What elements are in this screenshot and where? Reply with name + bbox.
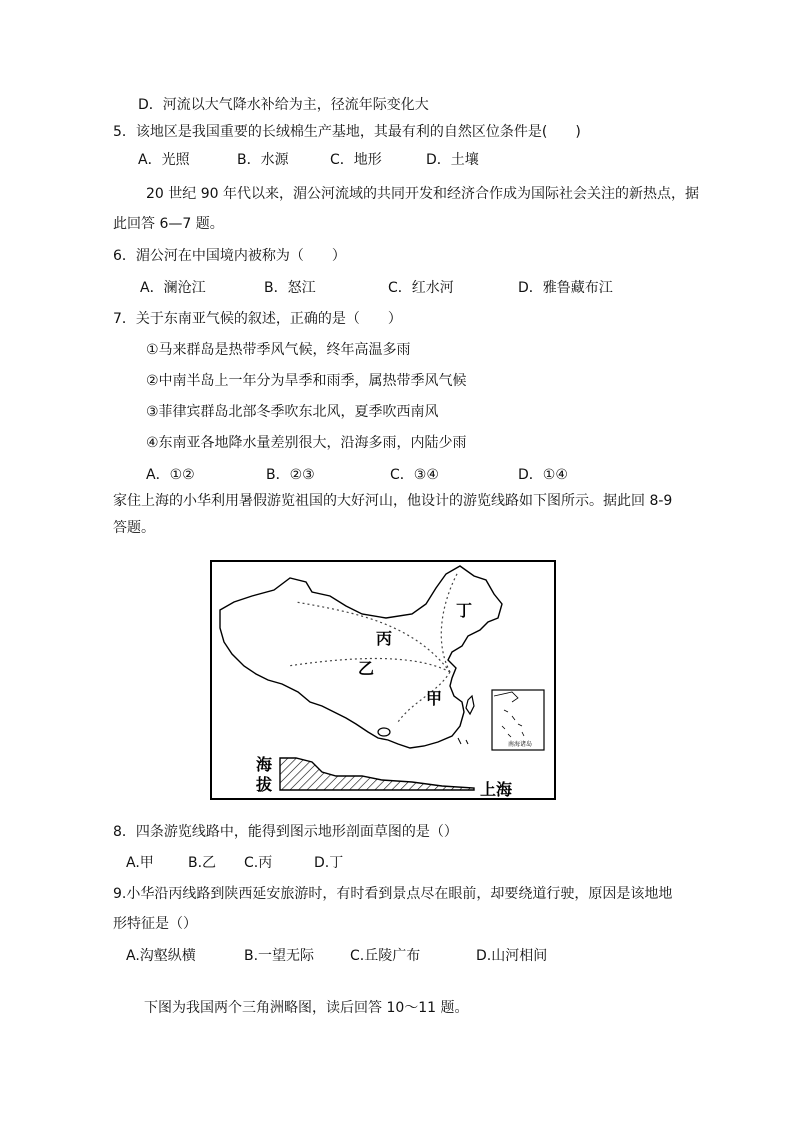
route-jia-label: 甲 bbox=[426, 689, 443, 708]
q7-option-a: A．①② bbox=[146, 467, 195, 483]
route-map-figure bbox=[210, 560, 556, 800]
terrain-profile bbox=[280, 758, 474, 790]
island-mark-2 bbox=[466, 740, 468, 744]
question-9-line-2: 形特征是（） bbox=[113, 916, 197, 932]
route-ding-label: 丁 bbox=[456, 601, 473, 620]
question-7: 7．关于东南亚气候的叙述，正确的是（ ） bbox=[113, 311, 402, 327]
route-jia-line bbox=[398, 672, 450, 722]
intro-8-9-line-1: 家住上海的小华利用暑假游览祖国的大好河山，他设计的游览线路如下图所示。据此回 8-9 bbox=[113, 493, 673, 509]
q5-option-d: D．土壤 bbox=[426, 152, 479, 168]
china-outline bbox=[220, 566, 502, 748]
china-route-map bbox=[212, 562, 554, 798]
q9-option-b: B.一望无际 bbox=[244, 948, 315, 964]
intro-6-7-line-1: 20 世纪 90 年代以来，湄公河流域的共同开发和经济合作成为国际社会关注的新热点，据 bbox=[146, 186, 699, 202]
q5-option-b: B．水源 bbox=[237, 152, 289, 168]
question-5: 5．该地区是我国重要的长绒棉生产基地，其最有利的自然区位条件是( ) bbox=[113, 124, 581, 140]
hainan-island bbox=[378, 728, 390, 736]
elevation-label-bottom: 拔 bbox=[256, 775, 273, 794]
shanghai-label: 上海 bbox=[480, 780, 513, 798]
q8-option-d: D.丁 bbox=[314, 855, 344, 871]
intro-10-11: 下图为我国两个三角洲略图，读后回答 10～11 题。 bbox=[144, 1000, 469, 1016]
question-8: 8．四条游览线路中，能得到图示地形剖面草图的是（） bbox=[113, 824, 458, 840]
route-yi-label: 乙 bbox=[358, 659, 375, 678]
q4-option-d: D．河流以大气降水补给为主，径流年际变化大 bbox=[138, 97, 429, 113]
q6-option-c: C．红水河 bbox=[388, 280, 454, 296]
elevation-label-top: 海 bbox=[256, 755, 273, 774]
route-bing-label: 丙 bbox=[376, 629, 393, 648]
q7-option-b: B．②③ bbox=[266, 467, 315, 483]
q6-option-d: D．雅鲁藏布江 bbox=[518, 280, 613, 296]
intro-6-7-line-2: 此回答 6—7 题。 bbox=[113, 216, 224, 232]
q5-option-c: C．地形 bbox=[330, 152, 382, 168]
q6-option-b: B．怒江 bbox=[264, 280, 316, 296]
q9-option-d: D.山河相间 bbox=[476, 948, 548, 964]
q9-option-a: A.沟壑纵横 bbox=[126, 948, 196, 964]
q7-statement-2: ②中南半岛上一年分为旱季和雨季，属热带季风气候 bbox=[146, 373, 467, 389]
q7-option-c: C．③④ bbox=[390, 467, 439, 483]
inset-label: 南海诸岛 bbox=[508, 741, 533, 748]
question-9-line-1: 9.小华沿丙线路到陕西延安旅游时，有时看到景点尽在眼前，却要绕道行驶，原因是该地地 bbox=[113, 886, 673, 902]
q8-option-b: B.乙 bbox=[188, 855, 217, 871]
q7-option-d: D．①④ bbox=[518, 467, 568, 483]
q5-option-a: A．光照 bbox=[138, 152, 190, 168]
q8-option-a: A.甲 bbox=[126, 855, 154, 871]
island-mark-1 bbox=[458, 738, 461, 744]
q8-option-c: C.丙 bbox=[244, 855, 273, 871]
taiwan-island bbox=[466, 696, 474, 714]
q7-statement-4: ④东南亚各地降水量差别很大，沿海多雨，内陆少雨 bbox=[146, 435, 467, 451]
q9-option-c: C.丘陵广布 bbox=[350, 948, 421, 964]
q6-option-a: A．澜沧江 bbox=[140, 280, 206, 296]
question-6: 6．湄公河在中国境内被称为（ ） bbox=[113, 248, 346, 264]
q7-statement-3: ③菲律宾群岛北部冬季吹东北风，夏季吹西南风 bbox=[146, 404, 439, 420]
q7-statement-1: ①马来群岛是热带季风气候，终年高温多雨 bbox=[146, 342, 411, 358]
intro-8-9-line-2: 答题。 bbox=[113, 520, 155, 536]
